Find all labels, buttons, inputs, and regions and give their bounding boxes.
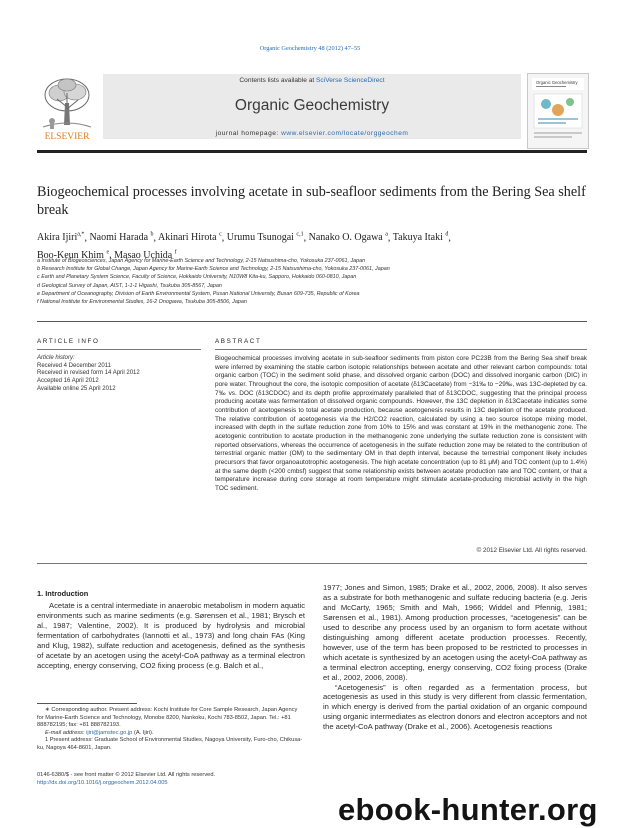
author[interactable]: Akinari Hirota $^c$: [157, 232, 222, 244]
history-item: Received 4 December 2011: [37, 362, 111, 369]
introduction-heading: 1. Introduction: [37, 589, 89, 598]
affiliation: b Research Institute for Global Change, Japan Agency for Marine-Earth Science and Technology, 2-15 Natsushima-cho, Yokosuka 237-0061, Japan: [37, 266, 390, 273]
corresponding-author-note: ∗ Corresponding author. Present address: Kochi Institute for Core Sample Research, Japan Agency for Marine-Earth Science and Technology, Monobe 8200, Nankoku, Kochi 783-8502, Japan. Tel.: +81 888782195; fax: +81 888782193.: [37, 707, 298, 729]
watermark-text: ebook-hunter.org: [338, 792, 598, 827]
journal-title: Organic Geochemistry: [234, 97, 390, 114]
article-title: Biogeochemical processes involving acetate in sub-seafloor sediments from the Bering Sea shelf break: [37, 184, 586, 218]
affiliation: f National Institute for Environmental Studies, 16-2 Onogawa, Tsukuba 305-8506, Japan: [37, 299, 247, 306]
author[interactable]: Naomi Harada $^b$: [89, 232, 154, 244]
doi-link[interactable]: http://dx.doi.org/10.1016/j.orggeochem.2012.04.005: [37, 779, 168, 786]
cover-title: Organic Geochemistry: [536, 80, 578, 85]
abstract-heading: ABSTRACT: [215, 338, 262, 345]
abstract-rule: [215, 349, 587, 350]
affiliation: e Department of Oceanography, Division of Earth Environmental System, Pusan National University, Busan 609-735, Republic of Korea: [37, 290, 360, 297]
issn-line: 0146-6380/$ - see front matter © 2012 Elsevier Ltd. All rights reserved.: [37, 772, 216, 778]
homepage-link[interactable]: www.elsevier.com/locate/orggeochem: [281, 130, 409, 137]
elsevier-tree-icon: [37, 73, 97, 143]
body-paragraph: “Acetogenesis” is often regarded as a fermentation process, but acetogenesis as used in this study is very different from classic fermentation, in which energy is derived from the partial oxidation of an organic compound using organic intermediates as electron donors and electron acceptors and not the acetyl-CoA pathway (Drake et al., 2006). Acetogenesis reactions: [323, 682, 587, 732]
article-info-rule: [37, 349, 201, 350]
contents-prefix: Contents lists available at: [239, 77, 317, 84]
history-label: Article history:: [37, 355, 75, 361]
elsevier-wordmark: ELSEVIER: [44, 132, 90, 142]
elsevier-logo: [37, 73, 97, 143]
author[interactable]: Masao Uchida $^f$: [114, 249, 177, 261]
section-rule: [37, 321, 587, 322]
affiliations: [37, 257, 587, 306]
homepage-prefix: journal homepage:: [215, 130, 282, 137]
author-list: Akira Ijiri$^{a,*}$, Naomi Harada $^b$, Akinari Hirota $^c$, Urumu Tsunogai $^{c,1}$, Nanako O. Ogawa $^a$, Takuya Itaki $^d$, Boo-Keun Khim $^e$, Masao Uchida $^f$: [37, 232, 451, 261]
journal-homepage: [103, 130, 521, 137]
history-item: Received in revised form 14 April 2012: [37, 370, 140, 377]
author[interactable]: Akira Ijiri$^{a,*}$: [37, 232, 85, 244]
body-paragraph: Acetate is a central intermediate in anaerobic metabolism in modern aquatic environments such as marine sediments (e.g. Sørensen et al., 1981; Brysch et al., 1987; Valentine, 2002). It is produced by hydrolysis and microbial fermentation of carbohydrates (Iannotti et al., 1973) and long chain FAs (King and Klug, 1982), sulfate reduction and acetogenesis, defined as the synthesis of acetate by an acetogen using the acetyl-CoA pathway as a terminal electron accepting, energy conserving, CO2 fixing process (e.g. Balch et al.,: [37, 601, 305, 670]
article-info-heading: ARTICLE INFO: [37, 338, 100, 345]
affiliation: d Geological Survey of Japan, AIST, 1-1-1 Higashi, Tsukuba 305-8567, Japan: [37, 282, 222, 289]
affiliation: c Earth and Planetary System Science, Faculty of Science, Hokkaido University, N10W8 Kita-ku, Sapporo, Hokkaido 060-0810, Japan: [37, 274, 357, 281]
cover-image-icon: [528, 74, 588, 148]
copyright-notice: © 2012 Elsevier Ltd. All rights reserved.: [476, 547, 587, 554]
header-rule: [37, 150, 587, 153]
history-item: Available online 25 April 2012: [37, 385, 116, 392]
present-address-note: 1 Present address: Graduate School of Environmental Studies, Nagoya University, Furo-cho, Chikusa-ku, Nagoya 464-8601, Japan.: [37, 737, 303, 751]
author[interactable]: Boo-Keun Khim $^e$: [37, 249, 110, 261]
journal-cover-thumbnail[interactable]: [527, 73, 589, 149]
abstract-end-rule: [37, 563, 587, 564]
author[interactable]: Nanako O. Ogawa $^a$: [308, 232, 388, 244]
body-right-column: [323, 583, 587, 732]
body-paragraph: 1977; Jones and Simon, 1985; Drake et al., 2002, 2006, 2008). It also serves as a substrate for both methanogenic and sulfate reducing bacteria (e.g. Jeris and McCarty, 1965; Smith and Mah, 1966; Widdel and Pfennig, 1981; Sørensen et al., 1981). Among production processes, “acetogenesis” can be used to describe any process used by an organism to form acetate without distinguishing among different acetate production processes. Recently, however, use of the term has been proposed to be restricted to processes in which acetate is synthesized by an acetogen using the acetyl-CoA pathway as a terminal electron accepting, energy conserving, CO2 fixing process (Drake et al., 2002, 2006, 2008).: [323, 583, 587, 682]
body-left-column: [37, 601, 305, 671]
email-link[interactable]: ijiri@jamstec.go.jp: [86, 729, 133, 736]
affiliation: a Institute of Biogeosciences, Japan Agency for Marine-Earth Science and Technology, 2-15 Natsushima-cho, Yokosuka 237-0061, Japan: [37, 258, 366, 264]
author[interactable]: Takuya Itaki $^d$: [392, 232, 449, 244]
email-label: E-mail address:: [45, 729, 85, 736]
issn-block: [37, 772, 305, 788]
author[interactable]: Urumu Tsunogai $^{c,1}$: [226, 232, 304, 244]
email-note: [37, 730, 305, 738]
journal-citation[interactable]: Organic Geochemistry 48 (2012) 47–55: [259, 45, 361, 52]
sciencedirect-link[interactable]: SciVerse ScienceDirect: [316, 77, 385, 84]
article-history: [37, 355, 201, 394]
footnotes: [37, 707, 305, 753]
contents-line: [103, 77, 521, 84]
abstract-text: Biogeochemical processes involving acetate in sub-seafloor sediments from piston core PC23B from the Bering Sea shelf break were inferred by examining the stable carbon isotopic relationships between acetate and other relevant carbon compounds: total organic carbon (TOC) in the sediment solid phase, and dissolved organic carbon (DOC) and dissolved inorganic carbon (DIC) in pore water. Throughout the core, the isotopic composition of acetate (δ13Cacetate) from −31‰ to −29‰, was 13C-depleted by ca. 7‰ vs. DOC (δ13CDOC) and its depth profile approximately paralleled that of δ13CDOC, suggesting that the principal process producing acetate was fermentation of dissolved organic compounds. However, the 13C depletion in δ13Cacetate indicates some contribution of acetogenesis to total acetate production, because acetogenesis results in 13C depletion of the acetate produced. The relative contribution of acetogenesis via the H2/CO2 reaction, calculated by using a two source isotope mixing model, increased with depth in the sulfate reduction zone from 10% to 15% and was constant at 19% in the methanogenic zone. The acetogenic contribution to acetate production in the methanogenic zone underlying the sulfate reduction zone is consistent with reported observations, whereas the occurrence of acetogenesis in the sulfate reduction zone may be related to the contribution of terrestrial organic matter (OM) to the sedimentary OM in that depth interval, because the terrestrial component likely includes precursors that favor organoautotrophic acetogenesis. The high acetate concentration (up to 81 μM) and TOC content (up to 1.4%) at the same depth (<200 cmbsf) suggest that some relationship exists between acetate production rate and TOC content, or that a temperature increase during core storage at room temperature might stimulate acetate-producing microbial activity in the high TOC sediment.: [215, 355, 587, 492]
history-item: Accepted 16 April 2012: [37, 378, 99, 385]
footnote-rule: [37, 703, 137, 704]
email-owner: (A. Ijiri).: [133, 729, 154, 736]
